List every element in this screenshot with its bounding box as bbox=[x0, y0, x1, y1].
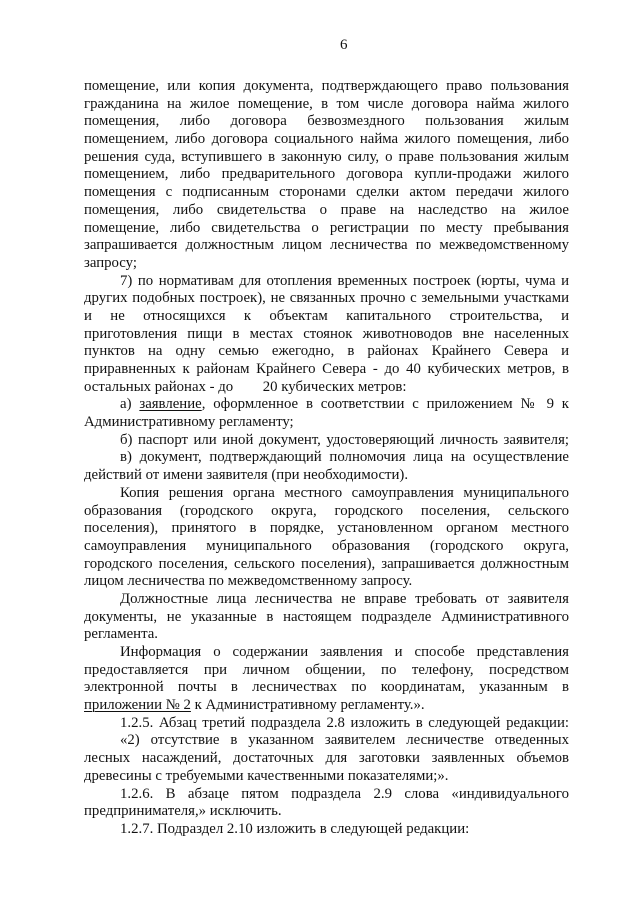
paragraph bbox=[84, 591, 569, 644]
paragraph bbox=[84, 432, 569, 450]
text-line: в) документ, подтверждающий полномочия лица на осуществление bbox=[120, 449, 569, 466]
text-line: лесных насаждений, достаточных для заготовки заявленных объемов bbox=[84, 750, 569, 767]
text-line: поселения), принятого в порядке, установленном органом местного bbox=[84, 520, 569, 537]
text-line: б) паспорт или иной документ, удостоверяющий личность заявителя; bbox=[120, 431, 569, 448]
paragraph bbox=[84, 732, 569, 785]
text-segment: , оформленное в соответствии с приложением № 9 к bbox=[201, 396, 569, 413]
text-line: помещения, либо свидетельства о праве на наследство на жилое bbox=[84, 201, 569, 218]
paragraph bbox=[84, 78, 569, 273]
text-line: документы, не указанные в настоящем подразделе Административного bbox=[84, 608, 569, 625]
text-segment: а) bbox=[120, 396, 140, 413]
text-line: 1.2.5. Абзац третий подраздела 2.8 изложить в следующей редакции: bbox=[120, 714, 569, 731]
text-line: электронной почты в лесничествах по координатам, указанным в bbox=[84, 679, 569, 696]
paragraph bbox=[84, 485, 569, 591]
text-segment: к Административному регламенту.». bbox=[190, 697, 425, 714]
text-line: Должностные лица лесничества не вправе требовать от заявителя bbox=[120, 590, 569, 607]
text-line: «2) отсутствие в указанном заявителем лесничестве отведенных bbox=[120, 732, 569, 749]
application-form-link[interactable]: заявление bbox=[139, 396, 202, 413]
text-line: образования (городского округа, городского поселения, сельского bbox=[84, 502, 569, 519]
text-line: Административному регламенту; bbox=[84, 414, 294, 431]
text-line: остальных районах - до 20 кубических метров: bbox=[84, 378, 407, 395]
text-line: 1.2.7. Подраздел 2.10 изложить в следующей редакции: bbox=[120, 820, 470, 837]
text-line bbox=[84, 396, 569, 414]
text-line: регламента. bbox=[84, 626, 158, 643]
text-line: лицом лесничества по межведомственному запросу. bbox=[84, 573, 413, 590]
text-line: запросу; bbox=[84, 254, 137, 271]
text-line: других подобных построек), не связанных прочно с земельными участками bbox=[84, 290, 569, 307]
text-line: помещения с подписанным сторонами сделки актом передачи жилого bbox=[84, 184, 569, 201]
paragraph bbox=[84, 273, 569, 397]
text-line: помещение, либо свидетельства о регистрации по месту пребывания bbox=[84, 219, 569, 236]
text-line: помещением, либо договора социального найма жилого помещения, либо bbox=[84, 131, 569, 148]
text-line: предоставляется при личном общении, по телефону, посредством bbox=[84, 661, 569, 678]
paragraph bbox=[84, 396, 569, 431]
document-body bbox=[84, 78, 569, 839]
page-number: 6 bbox=[340, 37, 348, 53]
text-line: помещения, либо договора безвозмездного пользования жилым bbox=[84, 113, 569, 130]
text-line: предпринимателя,» исключить. bbox=[84, 803, 282, 820]
text-line: Копия решения органа местного самоуправления муниципального bbox=[120, 484, 569, 501]
text-line bbox=[84, 697, 569, 715]
text-line: гражданина на жилое помещение, в том числе договора найма жилого bbox=[84, 95, 569, 112]
text-line: Информация о содержании заявления и способе представления bbox=[120, 644, 569, 660]
text-line: 7) по нормативам для отопления временных построек (юрты, чума и bbox=[120, 272, 569, 289]
text-line: приравненных к районам Крайнего Севера - до 40 кубических метров, в bbox=[84, 361, 569, 377]
appendix-2-link[interactable]: приложении № 2 bbox=[84, 697, 191, 714]
paragraph bbox=[84, 786, 569, 821]
text-line: городского поселения, сельского поселения), запрашивается должностным bbox=[84, 555, 569, 572]
text-line: пунктов на одну семью ежегодно, в районах Крайнего Севера и bbox=[84, 343, 569, 360]
paragraph bbox=[84, 821, 569, 839]
text-line: 1.2.6. В абзаце пятом подраздела 2.9 слова «индивидуального bbox=[120, 785, 569, 802]
text-line: помещение, или копия документа, подтверждающего право пользования bbox=[84, 78, 569, 94]
paragraph bbox=[84, 715, 569, 733]
text-line: самоуправления муниципального образования (городского округа, bbox=[84, 537, 569, 554]
text-line: приготовления пищи в местах стоянок животноводов вне населенных bbox=[84, 325, 569, 342]
text-line: и не относящихся к объектам капитального строительства, и bbox=[84, 307, 569, 324]
text-line: действий от имени заявителя (при необходимости). bbox=[84, 467, 409, 484]
text-line: помещением, либо предварительного договора купли-продажи жилого bbox=[84, 166, 569, 183]
paragraph bbox=[84, 449, 569, 484]
paragraph bbox=[84, 644, 569, 715]
text-line: решения суда, вступившего в законную силу, о праве пользования жилым bbox=[84, 148, 569, 165]
text-line: древесины с требуемыми качественными показателями;». bbox=[84, 767, 449, 784]
text-line: запрашивается должностным лицом лесничества по межведомственному bbox=[84, 237, 569, 254]
